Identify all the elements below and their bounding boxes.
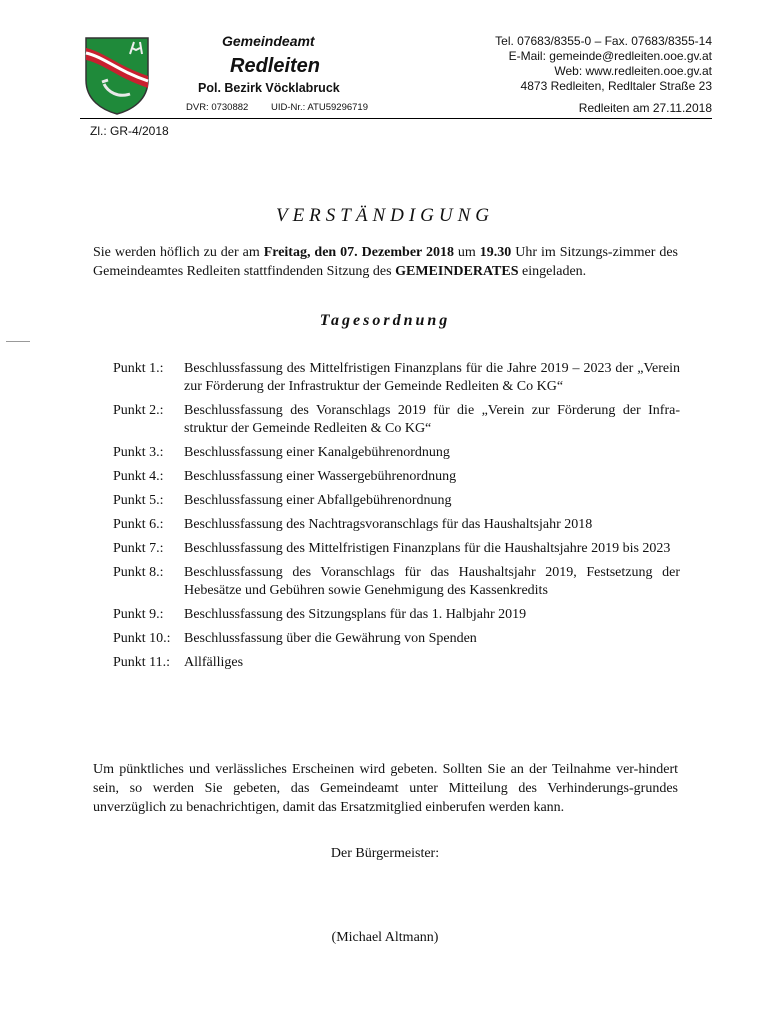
email-address: E-Mail: gemeinde@redleiten.ooe.gv.at: [508, 49, 712, 63]
agenda-number: Punkt 3.:: [113, 445, 164, 460]
postal-address: 4873 Redleiten, Redltaler Straße 23: [520, 79, 712, 93]
agenda-text: Beschlussfassung des Voranschlags für das Haushaltsjahr 2019, Festsetzung der Hebesätze und Gebühren sowie Genehmigung des Kassenkredits: [184, 565, 680, 598]
contact-block: [495, 34, 712, 94]
agenda-number: Punkt 11.:: [113, 655, 171, 670]
agenda-number: Punkt 6.:: [113, 517, 164, 532]
agenda-text: Beschlussfassung des Mittelfristigen Finanzplans für die Jahre 2019 – 2023 der „Verein zur Förderung der Infrastruktur der Gemeinde Redleiten & Co KG“: [184, 361, 680, 394]
closing-paragraph: Um pünktliches und verlässliches Erscheinen wird gebeten. Sollten Sie an der Teilnahme ver-hindert sein, so werden Sie gebeten, das Gemeindeamt unter Mitteilung des Verhinderungs-grundes unverzüglich zu benachrichtigen, damit das Ersatzmitglied einberufen werden kann.: [93, 762, 678, 815]
agenda-item: [113, 564, 680, 600]
coat-of-arms-icon: [84, 36, 150, 116]
header-divider: [80, 118, 712, 119]
agenda-text: Beschlussfassung des Sitzungsplans für das 1. Halbjahr 2019: [184, 607, 527, 622]
margin-mark: [6, 341, 30, 342]
agenda-number: Punkt 4.:: [113, 469, 164, 484]
office-label: Gemeindeamt: [222, 33, 315, 49]
reference-number: Zl.: GR-4/2018: [90, 124, 169, 138]
intro-text-3: Uhr im Sitzungs-zimmer des Gemeindeamtes Redleiten stattfindenden Sitzung des: [93, 245, 678, 279]
agenda-item: [113, 540, 680, 558]
agenda-number: Punkt 9.:: [113, 607, 164, 622]
agenda-text: Beschlussfassung einer Kanalgebührenordnung: [184, 445, 450, 460]
agenda-number: Punkt 2.:: [113, 403, 164, 418]
agenda-text: Beschlussfassung des Nachtragsvoranschlags für das Haushaltsjahr 2018: [184, 517, 593, 532]
agenda-item: [113, 630, 680, 648]
agenda-item: [113, 360, 680, 396]
signer-role: Der Bürgermeister:: [330, 846, 440, 861]
agenda-item: [113, 468, 680, 486]
phone-fax: Tel. 07683/8355-0 – Fax. 07683/8355-14: [495, 34, 712, 48]
agenda-item: [113, 492, 680, 510]
agenda-number: Punkt 5.:: [113, 493, 164, 508]
agenda-number: Punkt 8.:: [113, 565, 164, 580]
district-name: Pol. Bezirk Vöcklabruck: [198, 81, 340, 95]
intro-text-1: Sie werden höflich zu der am: [93, 245, 264, 260]
agenda-item: [113, 516, 680, 534]
meeting-date: Freitag, den 07. Dezember 2018: [263, 245, 454, 260]
document-title: VERSTÄNDIGUNG: [275, 205, 495, 226]
agenda-number: Punkt 1.:: [113, 361, 164, 376]
uid-number: UID-Nr.: ATU59296719: [271, 102, 368, 113]
agenda-number: Punkt 10.:: [113, 631, 171, 646]
intro-text-4: eingeladen.: [518, 264, 587, 279]
dvr-number: DVR: 0730882: [186, 102, 249, 113]
agenda-text: Beschlussfassung über die Gewährung von Spenden: [184, 631, 477, 646]
agenda-text: Beschlussfassung einer Abfallgebührenordnung: [184, 493, 452, 508]
council-name: GEMEINDERATES: [395, 264, 519, 279]
agenda-item: [113, 444, 680, 462]
agenda-title: Tagesordnung: [319, 312, 451, 329]
agenda-item: [113, 402, 680, 438]
agenda-number: Punkt 7.:: [113, 541, 164, 556]
agenda-item: [113, 654, 680, 672]
agenda-list: [113, 360, 680, 678]
agenda-text: Allfälliges: [184, 655, 244, 670]
invitation-paragraph: [93, 243, 678, 281]
website: Web: www.redleiten.ooe.gv.at: [554, 64, 712, 78]
municipality-name: Redleiten: [230, 55, 321, 77]
agenda-text: Beschlussfassung des Voranschlags 2019 für die „Verein zur Förderung der Infra-struktur der Gemeinde Redleiten & Co KG“: [184, 403, 680, 436]
meeting-time: 19.30: [479, 245, 512, 260]
agenda-item: [113, 606, 680, 624]
place-and-date: Redleiten am 27.11.2018: [578, 101, 712, 115]
intro-text-2: um: [453, 245, 480, 260]
signer-name: (Michael Altmann): [331, 930, 439, 945]
agenda-text: Beschlussfassung einer Wassergebührenordnung: [184, 469, 457, 484]
agenda-text: Beschlussfassung des Mittelfristigen Finanzplans für die Haushaltsjahre 2019 bis 2023: [184, 541, 671, 556]
